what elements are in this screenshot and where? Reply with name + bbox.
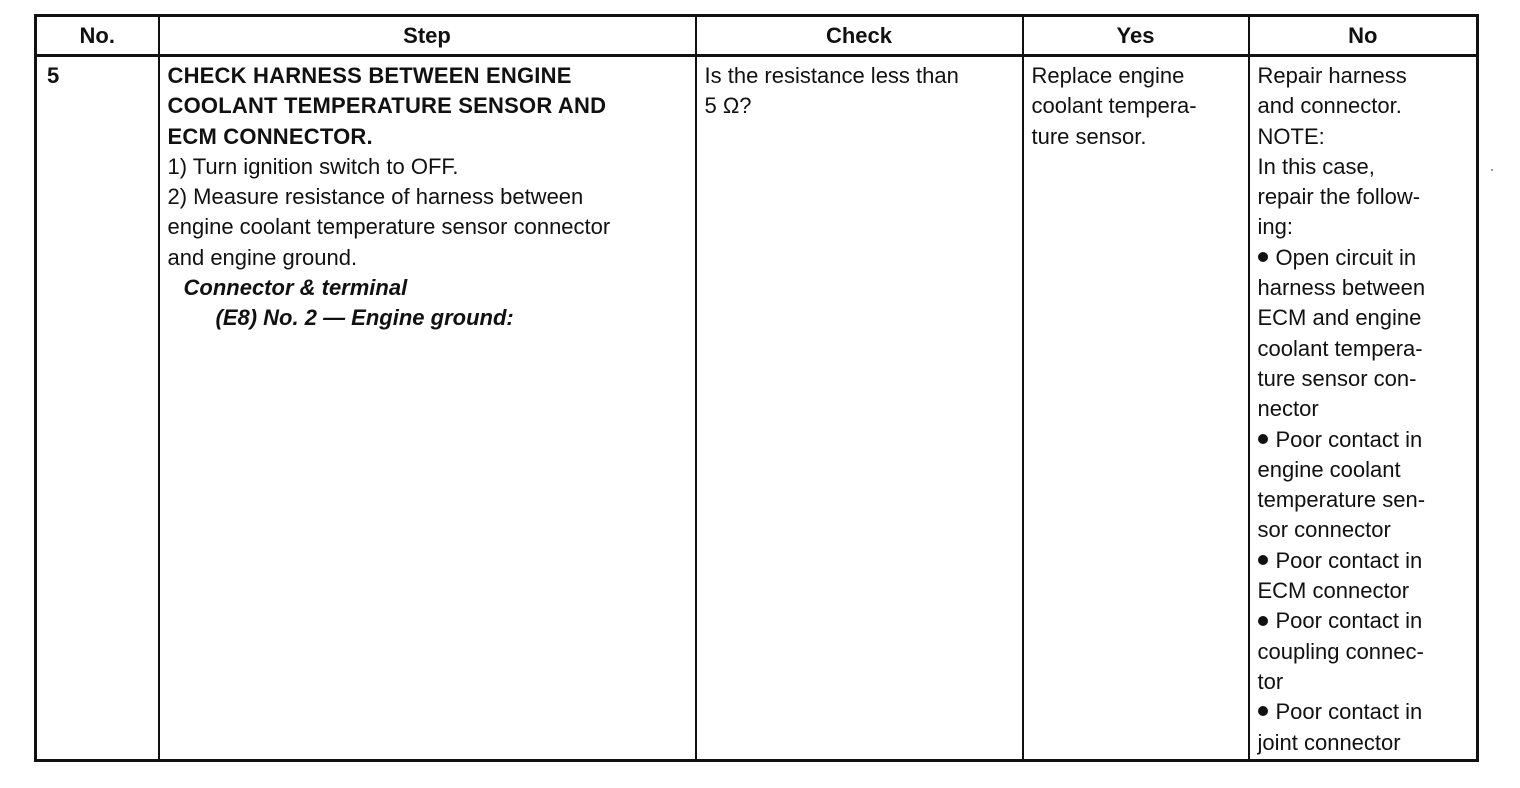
- table-header: [36, 16, 1478, 56]
- yes-line: coolant tempera-: [1031, 93, 1197, 119]
- cause-line: engine coolant: [1257, 456, 1401, 482]
- header-yes: Yes: [1023, 16, 1249, 56]
- cause-line: coolant tempera-: [1257, 335, 1423, 361]
- cause-line: Poor contact in: [1275, 426, 1423, 452]
- cause-line: temperature sen-: [1257, 487, 1426, 513]
- cause-line: coupling connec-: [1257, 638, 1424, 664]
- no-intro-line: NOTE:: [1257, 123, 1325, 149]
- cause-line: Poor contact in: [1275, 608, 1423, 634]
- step-cell: [159, 56, 696, 761]
- diagnosis-table: [34, 14, 1479, 762]
- header-row: [36, 16, 1478, 56]
- no-intro-line: In this case,: [1257, 153, 1375, 179]
- bullet-icon: [1258, 252, 1268, 262]
- no-intro-line: Repair harness: [1257, 63, 1407, 88]
- step-instruction-line: 1) Turn ignition switch to OFF.: [167, 153, 459, 179]
- bullet-icon: [1258, 555, 1268, 565]
- check-line: Is the resistance less than: [704, 63, 959, 88]
- no-intro-line: repair the follow-: [1257, 184, 1421, 210]
- cause-line: ECM connector: [1257, 578, 1410, 604]
- no-answer-cell: [1249, 56, 1478, 761]
- connector-terminal-value: (E8) No. 2 — Engine ground:: [215, 305, 514, 331]
- bullet-icon: [1258, 616, 1268, 626]
- cause-item-sensor-connector: [1258, 425, 1469, 546]
- cause-line: tor: [1257, 668, 1284, 694]
- no-intro-line: and connector.: [1257, 93, 1402, 119]
- table-row: [36, 56, 1478, 761]
- header-step: Step: [159, 16, 696, 56]
- cause-item-open-circuit: [1258, 243, 1469, 425]
- yes-line: Replace engine: [1031, 63, 1185, 88]
- step-instruction-line: and engine ground.: [167, 244, 358, 270]
- cause-line: harness between: [1257, 275, 1426, 301]
- step-title-line: CHECK HARNESS BETWEEN ENGINE: [167, 63, 572, 88]
- header-no: No.: [36, 16, 159, 56]
- yes-line: ture sensor.: [1031, 123, 1147, 149]
- cause-line: Open circuit in: [1275, 244, 1417, 270]
- cause-line: nector: [1257, 396, 1319, 422]
- bullet-icon: [1258, 434, 1268, 444]
- check-line: 5 Ω?: [704, 93, 752, 119]
- step-instruction-line: 2) Measure resistance of harness between: [167, 184, 584, 210]
- cause-line: Poor contact in: [1275, 547, 1423, 573]
- connector-terminal-heading: Connector & terminal: [183, 275, 408, 301]
- header-check: Check: [696, 16, 1023, 56]
- no-intro-line: ing:: [1257, 214, 1293, 240]
- diagnosis-table-sheet: [34, 14, 1476, 762]
- scan-speck: [1491, 169, 1493, 171]
- cause-line: Poor contact in: [1275, 699, 1423, 725]
- cause-line: joint connector: [1257, 729, 1401, 755]
- step-title-line: ECM CONNECTOR.: [167, 123, 373, 149]
- cause-item-coupling-connector: [1258, 606, 1469, 697]
- cause-item-ecm-connector: [1258, 546, 1469, 607]
- cause-line: ECM and engine: [1257, 305, 1422, 331]
- yes-cell: [1023, 56, 1249, 761]
- bullet-icon: [1258, 706, 1268, 716]
- cause-item-joint-connector: [1258, 697, 1469, 758]
- step-number: 5: [36, 56, 159, 761]
- step-title-line: COOLANT TEMPERATURE SENSOR AND: [167, 93, 607, 119]
- step-instruction-line: engine coolant temperature sensor connector: [167, 214, 611, 240]
- cause-line: sor connector: [1257, 517, 1391, 543]
- header-no-answer: No: [1249, 16, 1478, 56]
- cause-line: ture sensor con-: [1257, 365, 1417, 391]
- check-cell: [696, 56, 1023, 761]
